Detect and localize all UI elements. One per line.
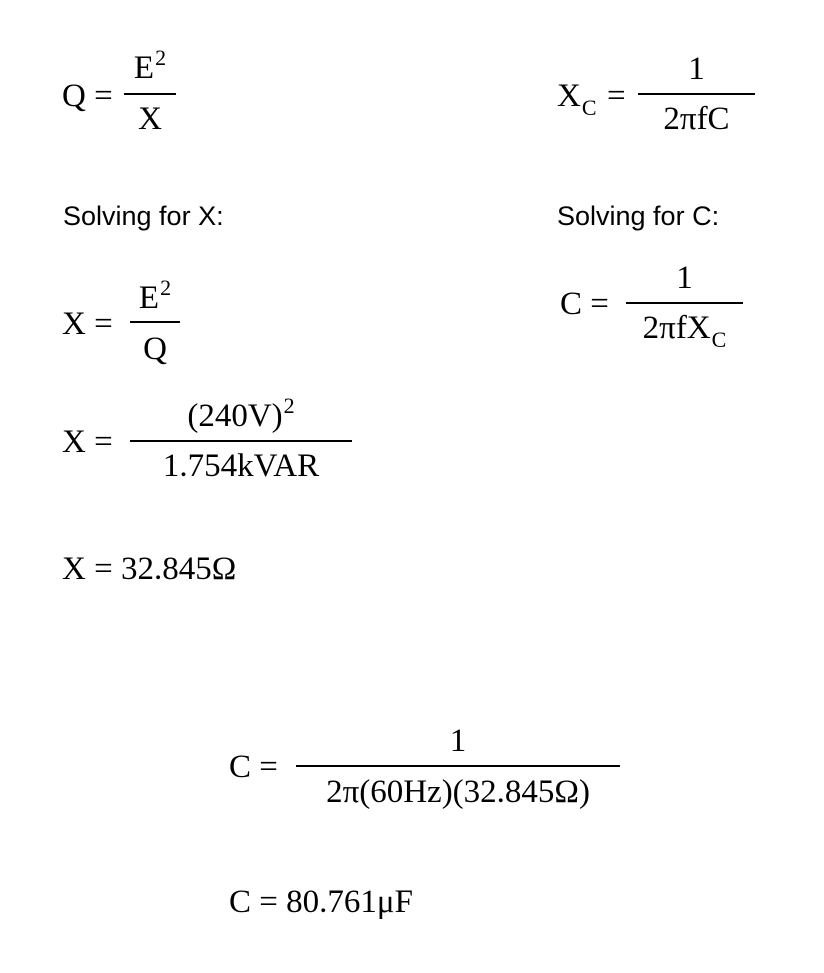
- eq-q-numerator: $E^2$: [133, 45, 167, 86]
- eq-c-lhs: C =: [560, 286, 609, 322]
- label-solving-for-x: Solving for X:: [63, 201, 224, 231]
- fraction-bar: [638, 93, 755, 95]
- eq-x-numerator: $E^2$: [138, 275, 172, 316]
- eq-xc-denominator: 2πfC: [663, 101, 730, 137]
- eq-c-sub-lhs: C =: [229, 749, 278, 785]
- eq-q-denominator: X: [138, 101, 162, 137]
- fraction-bar: [130, 321, 180, 323]
- eq-c-numerator: 1: [676, 260, 693, 296]
- eq-q-lhs: Q =: [62, 78, 113, 114]
- eq-xc-lhs: $X_C$: [557, 78, 597, 120]
- eq-xc-equals: =: [607, 78, 626, 114]
- eq-x-sub-lhs: X =: [62, 424, 113, 460]
- eq-xc-numerator: 1: [688, 51, 705, 87]
- fraction-bar: [124, 93, 176, 95]
- fraction-bar: [296, 765, 620, 767]
- fraction-bar: [626, 302, 743, 304]
- eq-c-denominator: 2πfX$_C$: [642, 310, 727, 352]
- eq-c-sub-denominator: 2π(60Hz)(32.845Ω): [326, 774, 590, 810]
- fraction-bar: [130, 440, 352, 442]
- eq-x-result: X = 32.845Ω: [62, 551, 237, 587]
- label-solving-for-c: Solving for C:: [557, 201, 720, 231]
- eq-x-denominator: Q: [143, 331, 167, 367]
- eq-c-result: C = 80.761μF: [229, 884, 413, 920]
- eq-c-sub-numerator: 1: [449, 723, 467, 759]
- eq-x-sub-numerator: $(240V)^2$: [187, 393, 295, 434]
- eq-x-lhs: X =: [62, 306, 113, 342]
- eq-x-sub-denominator: 1.754kVAR: [162, 448, 320, 484]
